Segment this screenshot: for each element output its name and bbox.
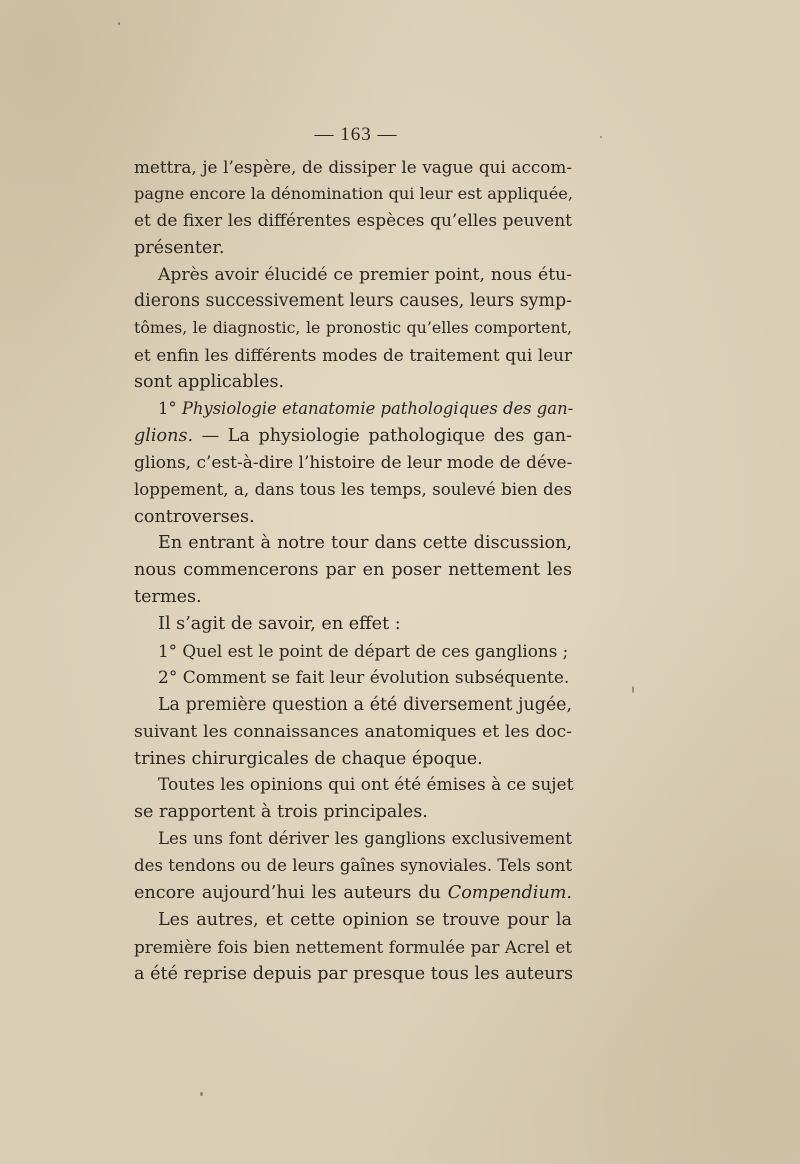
text-line: La première question a été diversement jugée, bbox=[158, 694, 572, 715]
text-line: et enfin les différents modes de traitement qui leur bbox=[134, 345, 572, 366]
text-line: En entrant à notre tour dans cette discussion, bbox=[158, 533, 572, 554]
text-line: première fois bien nettement formulée par Acrel et bbox=[134, 936, 572, 957]
list-item: 2° Comment se fait leur évolution subséquente. bbox=[158, 667, 570, 688]
text-line: trines chirurgicales de chaque époque. bbox=[134, 748, 483, 769]
text-line: loppement, a, dans tous les temps, soulevé bien des bbox=[134, 479, 572, 499]
page-number: — 163 — bbox=[314, 124, 398, 145]
paper-speck bbox=[600, 136, 602, 138]
paper-speck bbox=[632, 686, 634, 693]
book-title: Compendium. bbox=[447, 883, 572, 904]
text-line: glions, c’est-à-dire l’histoire de leur mode de déve- bbox=[134, 452, 573, 473]
text-line: termes. bbox=[134, 587, 202, 608]
text-line: se rapportent à trois principales. bbox=[134, 802, 428, 823]
paper-speck bbox=[200, 1092, 203, 1096]
text-line: des tendons ou de leurs gaînes synoviales. Tels sont bbox=[134, 856, 572, 876]
text-line: pagne encore la dénomination qui leur est appliquée, bbox=[134, 183, 574, 203]
text-line: Toutes les opinions qui ont été émises à ce sujet bbox=[158, 775, 574, 796]
text-line: tômes, le diagnostic, le pronostic qu’elles comportent, bbox=[134, 318, 572, 338]
text-line: sont applicables. bbox=[134, 372, 285, 393]
text-line: Il s’agit de savoir, en effet : bbox=[158, 614, 401, 635]
body-text bbox=[134, 154, 572, 988]
text-line: Les uns font dériver les ganglions exclusivement bbox=[158, 829, 572, 849]
section-heading-end: glions. bbox=[134, 425, 194, 446]
text-line: présenter. bbox=[134, 237, 225, 258]
text-line: et de fixer les différentes espèces qu’elles peuvent bbox=[134, 210, 572, 231]
text-fragment: — La physiologie pathologique des gan- bbox=[193, 425, 572, 446]
text-line: dierons successivement leurs causes, leurs symp- bbox=[134, 291, 572, 312]
text-line: mettra, je l’espère, de dissiper le vague qui accom- bbox=[134, 157, 572, 177]
section-heading-line bbox=[134, 396, 572, 423]
text-fragment: encore aujourd’hui les auteurs du bbox=[134, 883, 448, 904]
text-line: Les autres, et cette opinion se trouve pour la bbox=[158, 909, 572, 930]
paper-speck bbox=[118, 22, 120, 25]
section-number: 1° bbox=[158, 399, 182, 419]
text-line bbox=[134, 423, 572, 450]
section-heading: Physiologie etanatomie pathologiques des gan- bbox=[181, 399, 574, 419]
list-item: 1° Quel est le point de départ de ces ganglions ; bbox=[158, 641, 569, 662]
text-line: Après avoir élucidé ce premier point, nous étu- bbox=[158, 264, 572, 285]
text-line: controverses. bbox=[134, 506, 255, 527]
text-line: suivant les connaissances anatomiques et les doc- bbox=[134, 721, 572, 742]
text-line: nous commencerons par en poser nettement les bbox=[134, 560, 572, 581]
text-line bbox=[134, 880, 572, 907]
text-line: a été reprise depuis par presque tous les auteurs bbox=[134, 963, 574, 984]
